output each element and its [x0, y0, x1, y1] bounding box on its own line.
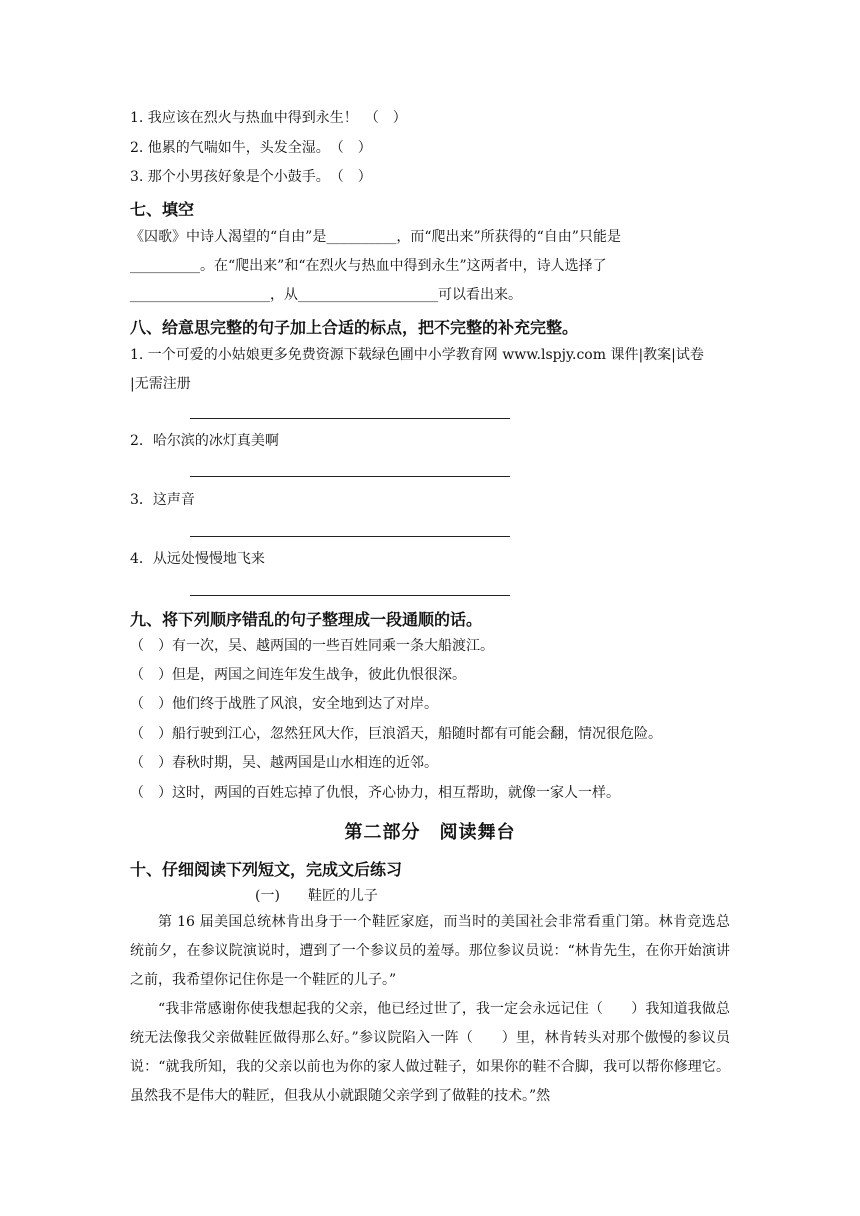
passage-title: (一) 鞋匠的儿子: [255, 888, 378, 904]
answer-line-4[interactable]: [190, 595, 510, 596]
order-item-2: （ ）但是，两国之间连年发生战争，彼此仇恨很深。: [130, 667, 466, 683]
punctuation-item-1-line-1: 1. 一个可爱的小姑娘更多免费资源下载绿色圃中小学教育网 www.lspjy.com 课件|教案|试卷: [130, 347, 704, 363]
judgement-item-1: 1. 我应该在烈火与热血中得到永生！ （ ）: [130, 110, 407, 126]
punctuation-item-4: 4．从远处慢慢地飞来: [130, 551, 265, 567]
answer-line-3[interactable]: [190, 536, 510, 537]
order-item-1: （ ）有一次，吴、越两国的一些百姓同乘一条大船渡江。: [130, 638, 494, 654]
punctuation-item-3: 3．这声音: [130, 492, 195, 508]
fill-blank-line-2: __________。在“爬出来”和“在烈火与热血中得到永生”这两者中，诗人选择了: [130, 258, 607, 274]
answer-line-2[interactable]: [190, 476, 510, 477]
part-2-title: 第二部分 阅读舞台: [344, 822, 516, 843]
fill-blank-line-3: ____________________，从____________________可以看出来。: [130, 287, 522, 303]
judgement-item-3: 3. 那个小男孩好象是个小鼓手。 （ ）: [130, 169, 372, 185]
order-item-3: （ ）他们终于战胜了风浪，安全地到达了对岸。: [130, 696, 438, 712]
section-7-title: 七、填空: [130, 200, 195, 219]
punctuation-item-1-line-2: |无需注册: [130, 376, 191, 392]
section-9-title: 九、将下列顺序错乱的句子整理成一段通顺的话。: [130, 610, 483, 629]
section-10-title: 十、仔细阅读下列短文，完成文后练习: [130, 860, 403, 879]
order-item-6: （ ）这时，两国的百姓忘掉了仇恨，齐心协力，相互帮助，就像一家人一样。: [130, 785, 620, 801]
judgement-item-2: 2. 他累的气喘如牛，头发全湿。 （ ）: [130, 140, 372, 156]
passage-paragraph-1: 第 16 届美国总统林肯出身于一个鞋匠家庭，而当时的美国社会非常看重门第。林肯竞选总统前夕，在参议院演说时，遭到了一个参议员的羞辱。那位参议员说：“林肯先生，在你开始演讲之前，我希望你记住你是一个鞋匠的儿子。”: [130, 914, 730, 988]
passage-body: [130, 908, 730, 1111]
passage-paragraph-2: “我非常感谢你使我想起我的父亲，他已经过世了，我一定会永远记住（ ）我知道我做总统无法像我父亲做鞋匠做得那么好。”参议院陷入一阵（ ）里，林肯转头对那个傲慢的参议员说：“就我所知，我的父亲以前也为你的家人做过鞋子，如果你的鞋不合脚，我可以帮你修理它。虽然我不是伟大的鞋匠，但我从小就跟随父亲学到了做鞋的技术。”然: [130, 1001, 730, 1104]
fill-blank-line-1: 《囚歌》中诗人渴望的“自由”是__________，而“爬出来”所获得的“自由”只能是: [130, 229, 621, 245]
answer-line-1[interactable]: [190, 418, 510, 419]
order-item-5: （ ）春秋时期，吴、越两国是山水相连的近邻。: [130, 755, 438, 771]
punctuation-item-2: 2．哈尔滨的冰灯真美啊: [130, 433, 279, 449]
order-item-4: （ ）船行驶到江心，忽然狂风大作，巨浪滔天，船随时都有可能会翻，情况很危险。: [130, 726, 662, 742]
section-8-title: 八、给意思完整的句子加上合适的标点，把不完整的补充完整。: [130, 318, 579, 337]
